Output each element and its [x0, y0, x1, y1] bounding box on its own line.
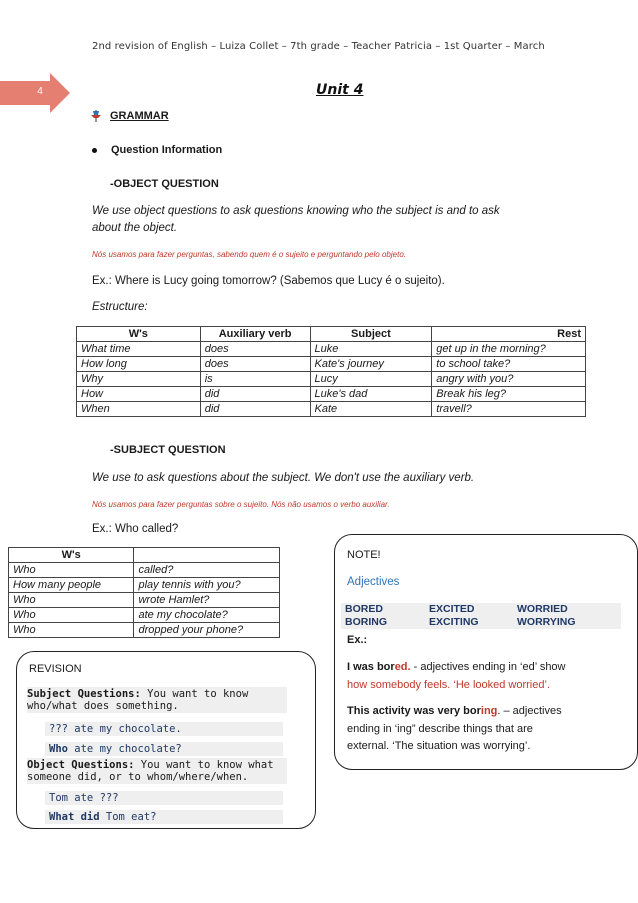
- table-cell: When: [77, 402, 201, 417]
- table-cell: angry with you?: [432, 372, 586, 387]
- table-cell: ate my chocolate?: [134, 608, 280, 623]
- object-example1: Tom ate ???: [45, 791, 283, 805]
- note-example2-line3: external. ‘The situation was worrying’.: [347, 740, 531, 752]
- table-header: Subject: [310, 327, 432, 342]
- note-subtitle: Adjectives: [347, 576, 400, 588]
- table-row: [77, 402, 586, 417]
- table-cell: How long: [77, 357, 201, 372]
- table-cell: dropped your phone?: [134, 623, 280, 638]
- table-cell: Luke's dad: [310, 387, 432, 402]
- page-number: 4: [37, 86, 43, 97]
- example1-ending: ed.: [394, 661, 411, 673]
- table-cell: get up in the morning?: [432, 342, 586, 357]
- example1-rest: - adjectives ending in ‘ed’ show: [410, 661, 566, 673]
- table-cell: Why: [77, 372, 201, 387]
- object-questions-text: You want to know what: [134, 759, 274, 771]
- subject-example1: ??? ate my chocolate.: [45, 722, 283, 736]
- object-portuguese-note: Nós usamos para fazer perguntas, sabendo quem é o sujeito e perguntando pelo objeto.: [92, 250, 406, 259]
- table-header: W's: [9, 548, 134, 563]
- subject-portuguese-note: Nós usamos para fazer perguntas sobre o sujeito. Nós não usamos o verbo auxiliar.: [92, 500, 390, 509]
- subject-example2: [45, 742, 283, 756]
- bullet-text: Question Information: [111, 144, 223, 156]
- subject-questions-text: You want to know: [140, 688, 249, 700]
- table-cell: Who: [9, 593, 134, 608]
- object-description-line1: We use object questions to ask questions knowing who the subject is and to ask: [92, 205, 500, 217]
- table-header-row: [9, 548, 280, 563]
- unit-title: Unit 4: [316, 82, 364, 98]
- table-cell: Lucy: [310, 372, 432, 387]
- subject-description: We use to ask questions about the subject. We don't use the auxiliary verb.: [92, 472, 475, 484]
- object-example2-bold: What did: [49, 811, 100, 823]
- table-cell: EXCITED: [429, 603, 475, 615]
- object-example2-rest: Tom eat?: [99, 811, 157, 823]
- note-example1-line2: how somebody feels. ‘He looked worried’.: [347, 679, 550, 691]
- table-cell: EXCITING: [429, 616, 479, 628]
- table-cell: did: [200, 402, 310, 417]
- table-cell: Who: [9, 563, 134, 578]
- object-question-table: [76, 326, 586, 417]
- example2-rest: . – adjectives: [497, 705, 562, 717]
- note-title: NOTE!: [347, 549, 381, 561]
- object-example2: [45, 810, 283, 824]
- grammar-heading: [90, 110, 169, 122]
- table-header-row: [77, 327, 586, 342]
- document-header: 2nd revision of English – Luiza Collet – 7th grade – Teacher Patricia – 1st Quarter – March: [92, 41, 545, 52]
- subject-example2-rest: ate my chocolate?: [67, 743, 182, 755]
- table-row: [77, 372, 586, 387]
- table-cell: play tennis with you?: [134, 578, 280, 593]
- bullet-icon: [92, 148, 97, 153]
- table-cell: Who: [9, 608, 134, 623]
- object-question-heading: -OBJECT QUESTION: [110, 178, 219, 190]
- subject-question-table: [8, 547, 280, 638]
- table-cell: Luke: [310, 342, 432, 357]
- structure-label: Estructure:: [92, 301, 148, 313]
- note-example2-line2: ending in ‘ing” describe things that are: [347, 723, 533, 735]
- table-cell: Who: [9, 623, 134, 638]
- example1-bold: I was bor: [347, 661, 395, 673]
- subject-questions-line2: who/what does something.: [27, 700, 179, 712]
- table-row: [9, 563, 280, 578]
- subject-example2-bold: Who: [49, 743, 68, 755]
- table-cell: BORING: [345, 616, 387, 628]
- table-cell: What time: [77, 342, 201, 357]
- adjectives-table: [341, 603, 621, 629]
- revision-box: [16, 651, 316, 829]
- table-cell: is: [200, 372, 310, 387]
- note-example1: [347, 661, 566, 673]
- table-row: [77, 387, 586, 402]
- table-cell: travell?: [432, 402, 586, 417]
- pushpin-icon: [90, 110, 102, 122]
- table-row: [341, 603, 621, 616]
- table-header: Rest: [432, 327, 586, 342]
- table-cell: Kate: [310, 402, 432, 417]
- note-example2: [347, 705, 562, 717]
- subject-questions-rule: [27, 687, 287, 713]
- object-example: Ex.: Where is Lucy going tomorrow? (Sabemos que Lucy é o sujeito).: [92, 275, 445, 287]
- table-cell: How: [77, 387, 201, 402]
- table-row: [9, 593, 280, 608]
- subject-example: Ex.: Who called?: [92, 523, 179, 535]
- grammar-label: GRAMMAR: [110, 110, 169, 122]
- table-cell: WORRIED: [517, 603, 568, 615]
- table-row: [341, 616, 621, 629]
- table-header: [134, 548, 280, 563]
- table-cell: called?: [134, 563, 280, 578]
- note-box: [334, 534, 638, 770]
- table-cell: does: [200, 342, 310, 357]
- table-cell: WORRYING: [517, 616, 576, 628]
- table-cell: How many people: [9, 578, 134, 593]
- example2-ending: ing: [480, 705, 498, 717]
- table-cell: wrote Hamlet?: [134, 593, 280, 608]
- table-row: [77, 357, 586, 372]
- table-row: [9, 578, 280, 593]
- bullet-question-information: [92, 144, 222, 156]
- table-header: W's: [77, 327, 201, 342]
- example2-bold: This activity was very bor: [347, 705, 481, 717]
- object-description-line2: about the object.: [92, 222, 178, 234]
- table-row: [9, 623, 280, 638]
- subject-question-heading: -SUBJECT QUESTION: [110, 444, 226, 456]
- note-ex-label: Ex.:: [347, 634, 368, 646]
- object-questions-line2: someone did, or to whom/where/when.: [27, 771, 249, 783]
- object-questions-rule: [27, 758, 287, 784]
- table-row: [9, 608, 280, 623]
- revision-title: REVISION: [29, 663, 82, 675]
- table-cell: to school take?: [432, 357, 586, 372]
- table-cell: Kate's journey: [310, 357, 432, 372]
- table-cell: BORED: [345, 603, 383, 615]
- table-cell: does: [200, 357, 310, 372]
- table-cell: Break his leg?: [432, 387, 586, 402]
- table-cell: did: [200, 387, 310, 402]
- table-row: [77, 342, 586, 357]
- table-header: Auxiliary verb: [200, 327, 310, 342]
- subject-questions-label: Subject Questions:: [27, 688, 141, 700]
- object-questions-label: Object Questions:: [27, 759, 135, 771]
